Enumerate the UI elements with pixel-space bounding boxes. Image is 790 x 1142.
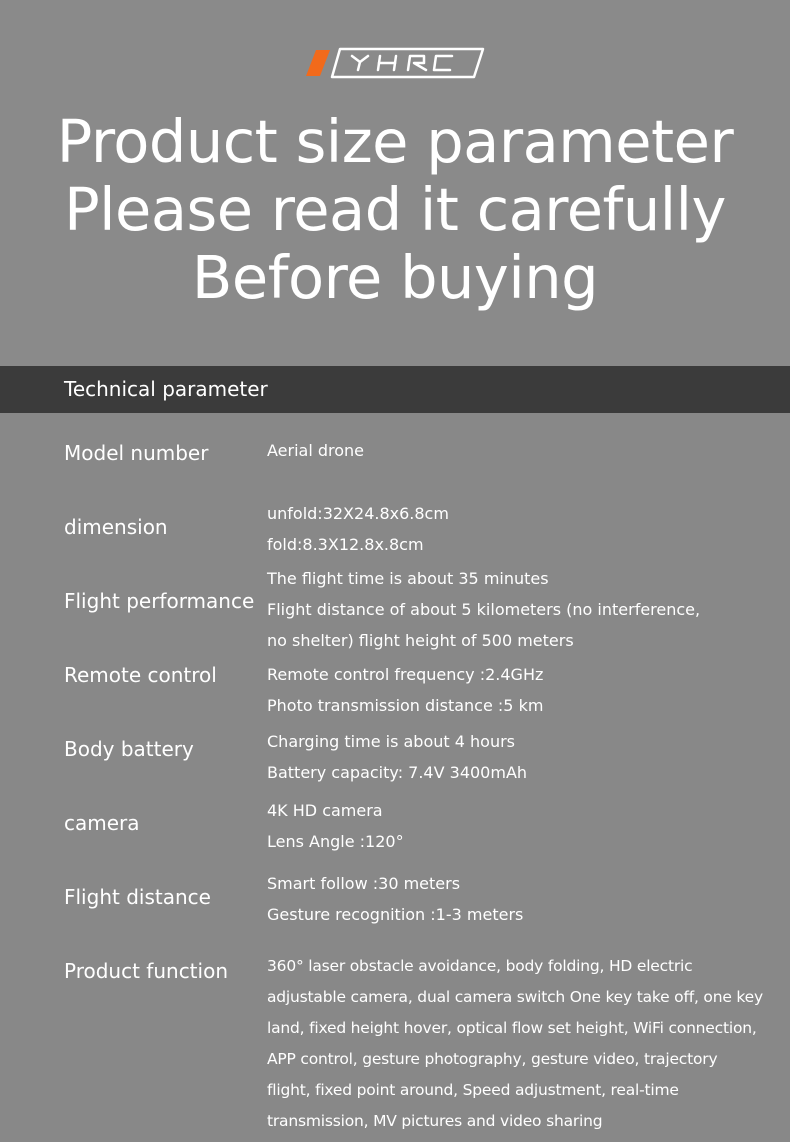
param-line: Lens Angle :120° xyxy=(267,832,404,851)
param-line: no shelter) flight height of 500 meters xyxy=(267,631,574,650)
param-line: unfold:32X24.8x6.8cm xyxy=(267,504,449,523)
param-label-model-number: Model number xyxy=(64,441,209,465)
param-value-dimension xyxy=(267,498,449,560)
param-line: The flight time is about 35 minutes xyxy=(267,569,549,588)
param-line: flight, fixed point around, Speed adjustment, real-time xyxy=(267,1081,679,1099)
brand-logo xyxy=(306,46,486,80)
section-bar xyxy=(0,366,790,413)
param-line: Remote control frequency :2.4GHz xyxy=(267,665,544,684)
param-line: Flight distance of about 5 kilometers (no interference, xyxy=(267,600,701,619)
param-label-product-function: Product function xyxy=(64,959,228,983)
param-value-model-number xyxy=(267,435,364,466)
header-panel xyxy=(0,0,790,366)
param-line: APP control, gesture photography, gesture video, trajectory xyxy=(267,1050,718,1068)
param-value-body-battery xyxy=(267,726,527,788)
param-line: Photo transmission distance :5 km xyxy=(267,696,544,715)
param-label-flight-performance: Flight performance xyxy=(64,589,255,613)
param-line: 4K HD camera xyxy=(267,801,383,820)
param-label-camera: camera xyxy=(64,811,140,835)
param-line: fold:8.3X12.8x.8cm xyxy=(267,535,424,554)
param-label-dimension: dimension xyxy=(64,515,168,539)
param-line: 360° laser obstacle avoidance, body folding, HD electric xyxy=(267,957,693,975)
section-title: Technical parameter xyxy=(64,377,268,401)
param-label-body-battery: Body battery xyxy=(64,737,194,761)
param-label-flight-distance: Flight distance xyxy=(64,885,211,909)
parameters-panel xyxy=(0,413,790,1142)
param-value-product-function xyxy=(267,951,763,1137)
param-line: transmission, MV pictures and video sharing xyxy=(267,1112,603,1130)
param-line: land, fixed height hover, optical flow set height, WiFi connection, xyxy=(267,1019,757,1037)
param-value-flight-distance xyxy=(267,868,523,930)
headline-line-3: Before buying xyxy=(191,243,599,312)
param-line: adjustable camera, dual camera switch One key take off, one key xyxy=(267,988,763,1006)
headline xyxy=(0,108,790,312)
param-value-camera xyxy=(267,795,404,857)
param-label-remote-control: Remote control xyxy=(64,663,217,687)
headline-line-1: Product size parameter xyxy=(56,107,734,176)
headline-line-2: Please read it carefully xyxy=(64,175,726,244)
param-line: Battery capacity: 7.4V 3400mAh xyxy=(267,763,528,782)
param-value-flight-performance xyxy=(267,563,700,656)
param-line: Gesture recognition :1-3 meters xyxy=(267,905,524,924)
param-line: Smart follow :30 meters xyxy=(267,874,461,893)
param-line: Charging time is about 4 hours xyxy=(267,732,515,751)
param-line: Aerial drone xyxy=(267,441,365,460)
param-value-remote-control xyxy=(267,659,543,721)
